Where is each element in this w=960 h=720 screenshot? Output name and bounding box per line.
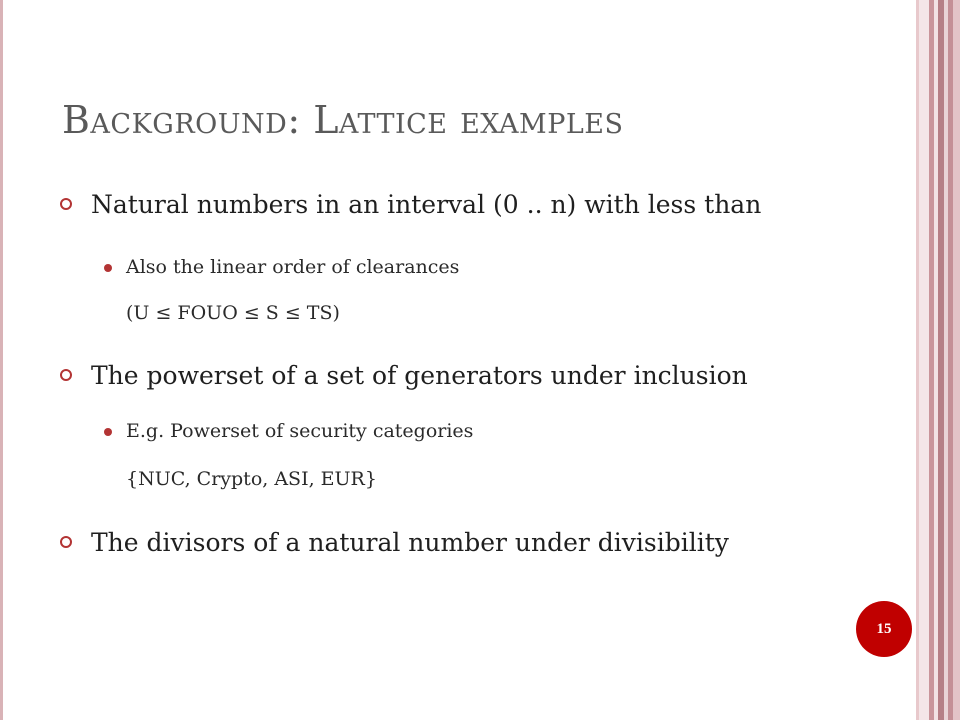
- bullet-text: Natural numbers in an interval (0 .. n) with less than: [91, 190, 762, 219]
- circle-bullet-icon: [60, 198, 72, 210]
- sub-bullet-continuation: (U ≤ FOUO ≤ S ≤ TS): [126, 302, 340, 324]
- sub-bullet-text: E.g. Powerset of security categories: [126, 420, 474, 442]
- slide-title: Background: Lattice examples: [62, 98, 624, 142]
- dot-bullet-icon: [104, 264, 112, 272]
- circle-bullet-icon: [60, 369, 72, 381]
- slide-left-border: [0, 0, 3, 720]
- sub-bullet-continuation: {NUC, Crypto, ASI, EUR}: [126, 468, 377, 490]
- bullet-text: The divisors of a natural number under divisibility: [91, 528, 729, 557]
- page-number-badge: 15: [856, 601, 912, 657]
- bullet-text: The powerset of a set of generators under inclusion: [91, 361, 748, 390]
- decorative-right-stripes: [916, 0, 960, 720]
- dot-bullet-icon: [104, 428, 112, 436]
- sub-bullet-text: Also the linear order of clearances: [126, 256, 460, 278]
- circle-bullet-icon: [60, 536, 72, 548]
